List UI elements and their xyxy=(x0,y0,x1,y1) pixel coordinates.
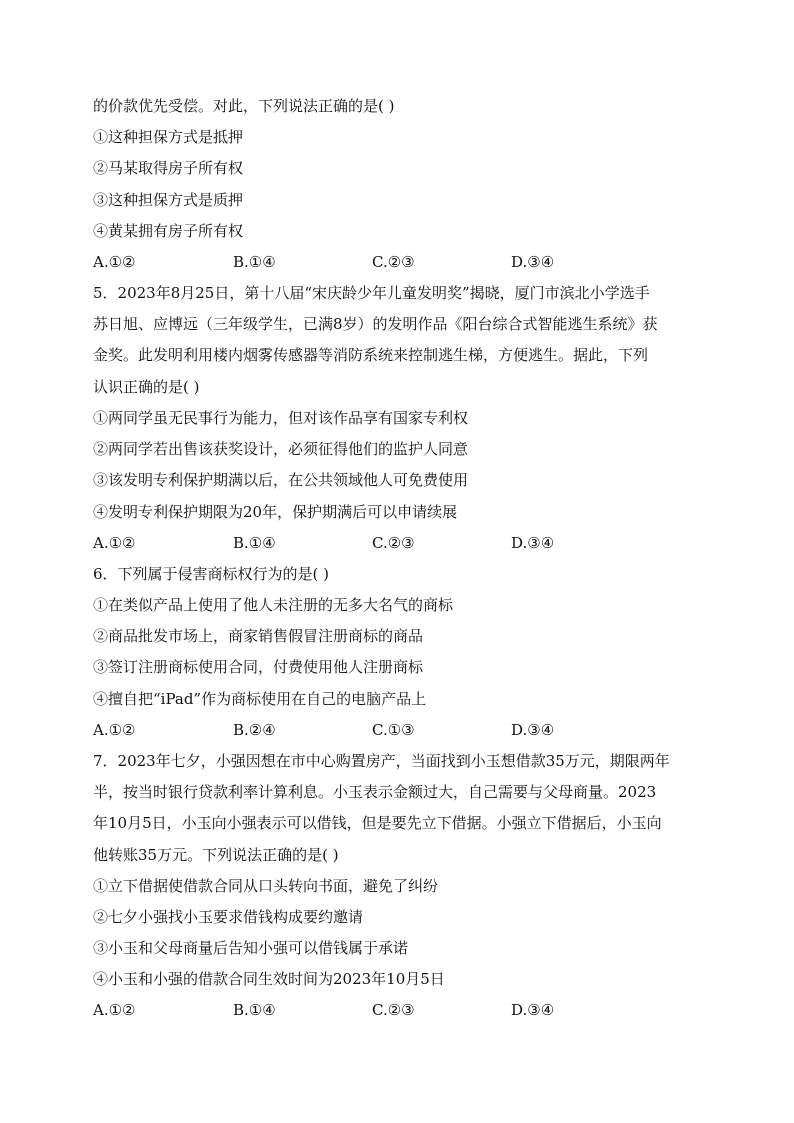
q6-option-c: C.①③ xyxy=(372,721,415,739)
q4-option-a: A.①② xyxy=(93,253,136,271)
q6-option-d: D.③④ xyxy=(511,721,555,739)
q4-option-c: C.②③ xyxy=(372,253,415,271)
q7-item-4: ④小玉和小强的借款合同生效时间为2023年10月5日 xyxy=(93,970,445,988)
q5-item-1: ①两同学虽无民事行为能力，但对该作品享有国家专利权 xyxy=(93,409,469,427)
q6-item-3: ③签订注册商标使用合同，付费使用他人注册商标 xyxy=(93,658,424,676)
q5-stem-line-1: 5．2023年8月25日，第十八届“宋庆龄少年儿童发明奖”揭晓，厦门市滨北小学选手 xyxy=(93,284,650,302)
q6-stem: 6．下列属于侵害商标权行为的是( ) xyxy=(93,565,330,583)
q4-item-4: ④黄某拥有房子所有权 xyxy=(93,222,244,240)
q4-option-d: D.③④ xyxy=(511,253,555,271)
q7-option-c: C.②③ xyxy=(372,1001,415,1019)
q5-stem-line-4: 认识正确的是( ) xyxy=(93,378,200,396)
q4-stem-tail: 的价款优先受偿。对此，下列说法正确的是( ) xyxy=(93,97,395,115)
q6-options xyxy=(93,720,713,740)
q5-option-c: C.②③ xyxy=(372,534,415,552)
q5-option-d: D.③④ xyxy=(511,534,555,552)
q7-option-b: B.①④ xyxy=(233,1001,276,1019)
q7-options xyxy=(93,1000,713,1020)
q5-item-3: ③该发明专利保护期满以后，在公共领域他人可免费使用 xyxy=(93,471,469,489)
q6-item-4: ④擅自把“iPad”作为商标使用在自己的电脑产品上 xyxy=(93,690,427,708)
q5-item-2: ②两同学若出售该获奖设计，必须征得他们的监护人同意 xyxy=(93,440,469,458)
q7-stem-line-1: 7．2023年七夕，小强因想在市中心购置房产，当面找到小玉想借款35万元，期限两年 xyxy=(93,752,670,770)
q7-stem-line-3: 年10月5日，小玉向小强表示可以借钱，但是要先立下借据。小强立下借据后，小玉向 xyxy=(93,814,662,832)
q7-stem-line-2: 半，按当时银行贷款利率计算利息。小玉表示金额过大，自己需要与父母商量。2023 xyxy=(93,783,657,801)
q7-item-1: ①立下借据使借款合同从口头转向书面，避免了纠纷 xyxy=(93,877,439,895)
q5-options xyxy=(93,533,713,553)
q4-item-3: ③这种担保方式是质押 xyxy=(93,191,244,209)
q5-stem-line-2: 苏日旭、应博远（三年级学生，已满8岁）的发明作品《阳台综合式智能逃生系统》获 xyxy=(93,315,658,333)
q5-option-b: B.①④ xyxy=(233,534,276,552)
q7-item-2: ②七夕小强找小玉要求借钱构成要约邀请 xyxy=(93,908,364,926)
q6-item-2: ②商品批发市场上，商家销售假冒注册商标的商品 xyxy=(93,627,424,645)
q5-stem-line-3: 金奖。此发明利用楼内烟雾传感器等消防系统来控制逃生梯，方便逃生。据此，下列 xyxy=(93,346,649,364)
q7-item-3: ③小玉和父母商量后告知小强可以借钱属于承诺 xyxy=(93,939,409,957)
q7-option-a: A.①② xyxy=(93,1001,136,1019)
q4-item-1: ①这种担保方式是抵押 xyxy=(93,128,244,146)
q4-options xyxy=(93,252,713,272)
q7-stem-line-4: 他转账35万元。下列说法正确的是( ) xyxy=(93,846,339,864)
q5-option-a: A.①② xyxy=(93,534,136,552)
q4-item-2: ②马某取得房子所有权 xyxy=(93,159,244,177)
q7-option-d: D.③④ xyxy=(511,1001,555,1019)
q6-option-b: B.②④ xyxy=(233,721,276,739)
q6-item-1: ①在类似产品上使用了他人未注册的无多大名气的商标 xyxy=(93,596,454,614)
q5-item-4: ④发明专利保护期限为20年，保护期满后可以申请续展 xyxy=(93,503,458,521)
q6-option-a: A.①② xyxy=(93,721,136,739)
q4-option-b: B.①④ xyxy=(233,253,276,271)
